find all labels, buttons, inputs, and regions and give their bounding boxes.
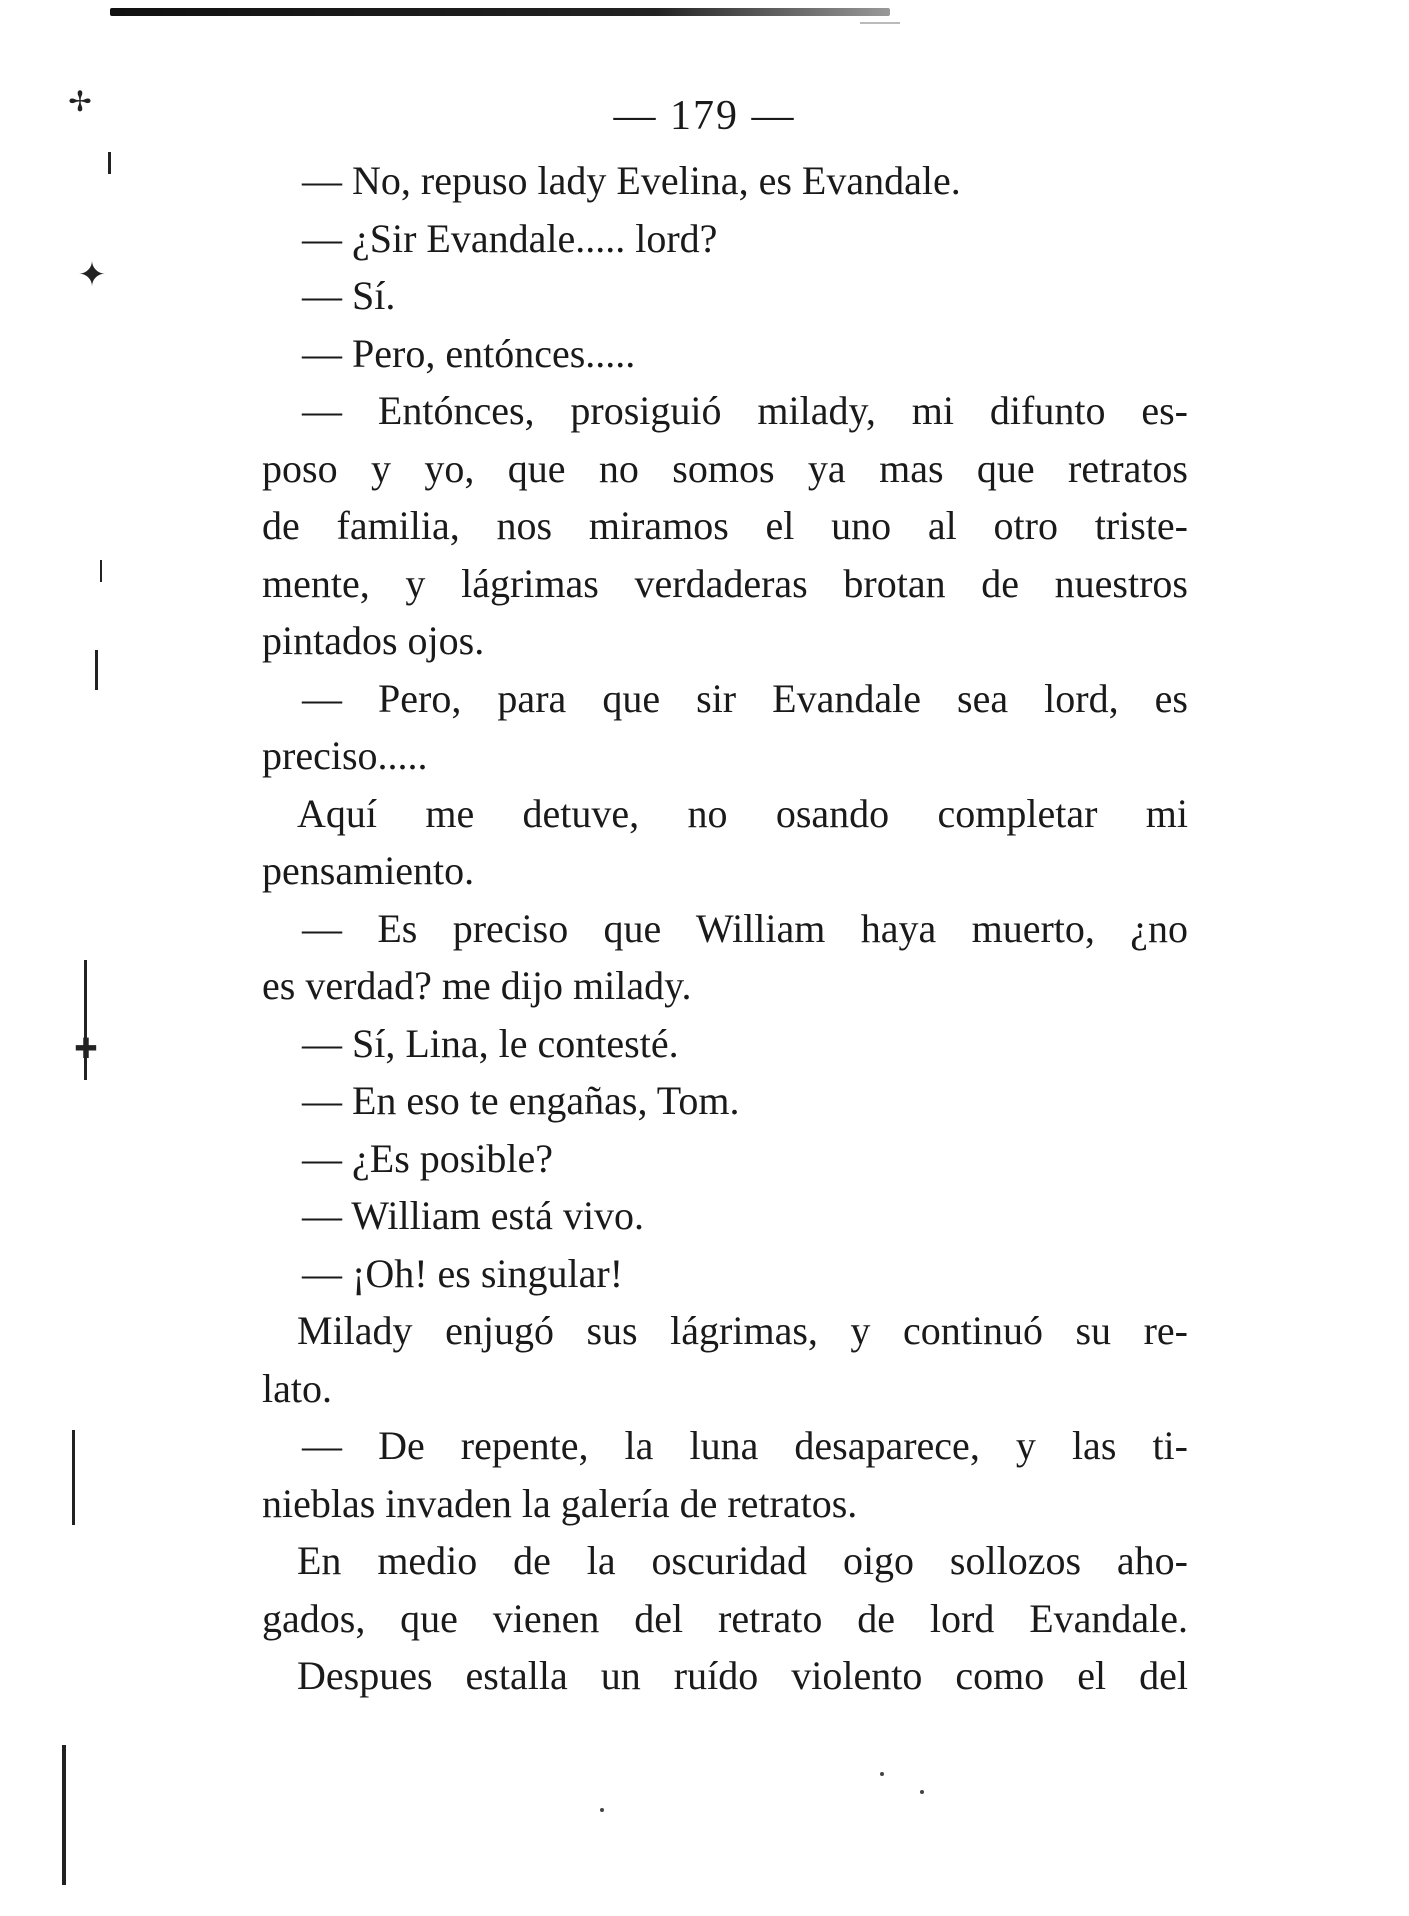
text-line: pintados ojos. [262,618,485,663]
text-line: Aquí me detuve, no osando completar mi [297,790,1188,836]
text-line: nieblas invaden la galería de retratos. [262,1480,858,1526]
text-line: — ¿Sir Evandale..... lord? [302,215,718,261]
ink-speck [880,1772,884,1776]
body-text [262,152,1188,1705]
text-line: Milady enjugó sus lágrimas, y continuó su re- [297,1308,1188,1353]
text-line: En medio de la oscuridad oigo sollozos aho- [297,1538,1188,1583]
text-line: — ¡Oh! es singular! [302,1250,624,1296]
text-line: gados, que vienen del retrato de lord Evandale. [262,1595,1188,1641]
text-line: — Sí. [302,273,396,318]
text-line: — Pero, para que sir Evandale sea lord, es [302,675,1188,721]
margin-rule [62,1745,66,1885]
ink-speck [920,1790,924,1794]
margin-ornament-icon: ✚ [74,1032,98,1065]
margin-ornament-icon: ✦ [77,255,107,295]
text-line: lato. [262,1365,332,1411]
text-line: es verdad? me dijo milady. [262,963,692,1008]
text-line: mente, y lágrimas verdaderas brotan de nuestros [262,560,1188,606]
text-line: — Sí, Lina, le contesté. [302,1020,679,1066]
text-line: — Pero, entónces..... [302,330,636,376]
text-line: — ¿Es posible? [302,1135,554,1181]
text-line: de familia, nos miramos el uno al otro triste- [262,503,1188,548]
text-line: — De repente, la luna desaparece, y las ti- [302,1423,1188,1468]
text-line: Despues estalla un ruído violento como el del [297,1653,1188,1698]
text-line: — En eso te engañas, Tom. [302,1078,740,1123]
top-border-rule-tail [860,22,900,24]
text-line: poso y yo, que no somos ya mas que retratos [262,445,1188,491]
margin-tick [108,152,111,174]
text-line: pensamiento. [262,848,475,893]
page-number: — 179 — [613,93,796,139]
top-border-rule [110,8,890,16]
margin-rule [72,1430,75,1525]
text-line: — Entónces, prosiguió milady, mi difunto es- [302,388,1188,433]
margin-tick [100,560,102,582]
text-line: — No, repuso lady Evelina, es Evandale. [302,158,961,203]
ink-speck [600,1808,604,1812]
text-line: preciso..... [262,733,428,778]
margin-ornament-icon: ✢ [68,85,92,118]
text-line: — Es preciso que William haya muerto, ¿no [302,905,1188,951]
margin-tick [95,650,98,690]
text-line: — William está vivo. [302,1193,645,1238]
